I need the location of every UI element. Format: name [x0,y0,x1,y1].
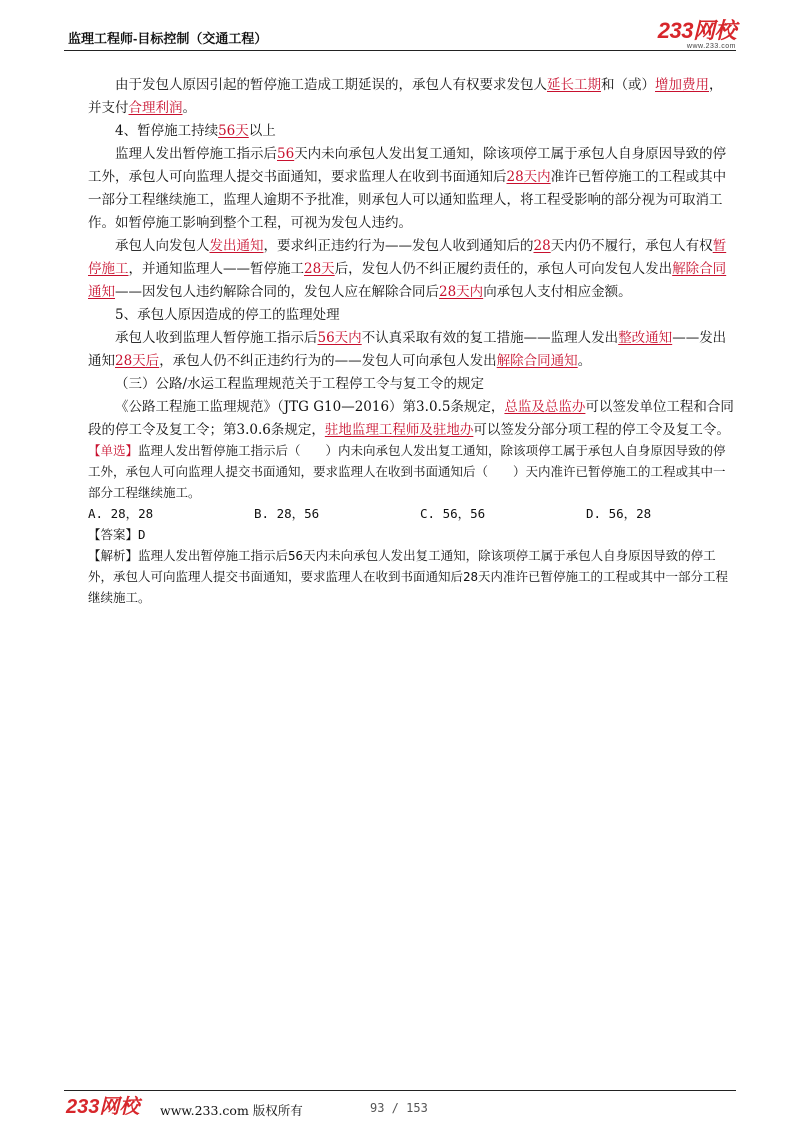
highlight-term: 28天内 [439,284,484,300]
highlight-term: 整改通知 [618,330,673,346]
quiz-question: 【单选】监理人发出暂停施工指示后（ ）内未向承包人发出复工通知，除该项停工属于承包人自身原因导致的停工外，承包人可向监理人提交书面通知，要求监理人在收到书面通知后（ ）天内准许已暂停施工的工程或其中一部分工程继续施工。 [88,443,726,500]
quiz-analysis: 【解析】监理人发出暂停施工指示后56天内未向承包人发出复工通知，除该项停工属于承包人自身原因导致的停工外，承包人可向监理人提交书面通知，要求监理人在收到书面通知后28天内准许已暂停施工的工程或其中一部分工程继续施工。 [88,548,729,605]
section-heading-5: 5、承包人原因造成的停工的监理处理 [115,307,340,323]
highlight-term: 合理利润 [128,100,183,116]
highlight-term: 解除合同通知 [88,261,727,300]
quiz-answer: 【答案】D [88,527,146,542]
highlight-term: 56 [277,146,295,162]
brand-logo-text: 233网校 [657,18,736,43]
quiz-options [88,503,734,524]
highlight-term: 28天 [304,261,335,277]
footer-logo: 233网校 [66,1096,140,1118]
brand-logo-url: www.233.com [686,43,736,50]
paragraph-56-days: 监理人发出暂停施工指示后56天内未向承包人发出复工通知，除该项停工属于承包人自身原因导致的停工外，承包人可向监理人提交书面通知，要求监理人在收到书面通知后28天内准许已暂停施工的工程或其中一部分工程继续施工，监理人逾期不予批准，则承包人可以通知监理人，将工程受影响的部分视为可取消工作。如暂停施工影响到整个工程，可视为发包人违约。 [88,146,727,231]
highlight-term: 解除合同通知 [496,353,578,369]
highlight-term: 驻地监理工程师及驻地办 [324,422,474,438]
highlight-term: 增加费用 [655,77,709,93]
highlight-term: 28 [533,238,551,254]
section-heading-4: 4、暂停施工持续56天以上 [115,123,276,139]
highlight-term: 总监及总监办 [504,399,586,415]
quiz-option-a: A. 28，28 [88,506,154,521]
quiz-option-c: C. 56，56 [420,506,486,521]
highlight-term: 28天后 [115,353,160,369]
quiz-tag: 【单选】 [88,443,139,458]
quiz-option-d: D. 56，28 [586,506,652,521]
paragraph-jtg-rules: 《公路工程施工监理规范》（JTG G10—2016）第3.0.5条规定，总监及总监办可以签发单位工程和合同段的停工令及复工令；第3.0.6条规定，驻地监理工程师及驻地办可以签发分部分项工程的停工令及复工令。 [88,399,734,438]
footer-copyright: www.233.com 版权所有 [160,1103,303,1118]
document-title: 监理工程师-目标控制（交通工程） [68,31,268,46]
highlight-term: 28天内 [506,169,551,185]
highlight-term: 发出通知 [209,238,264,254]
quiz-option-b: B. 28，56 [254,506,320,521]
paragraph-contractor-cause: 承包人收到监理人暂停施工指示后56天内不认真采取有效的复工措施——监理人发出整改通知——发出通知28天后，承包人仍不纠正违约行为的——发包人可向承包人发出解除合同通知。 [88,330,727,369]
quiz-block [88,440,734,608]
main-content [88,74,734,442]
highlight-term: 延长工期 [547,77,601,93]
paragraph-delay-rights: 由于发包人原因引起的暂停施工造成工期延误的，承包人有权要求发包人延长工期和（或）增加费用，并支付合理利润。 [88,77,723,116]
header-divider [64,50,736,51]
brand-logo [658,20,736,51]
footer-divider [64,1090,736,1091]
highlight-term: 暂停施工 [88,238,727,277]
section-heading-3: （三）公路/水运工程监理规范关于工程停工令与复工令的规定 [115,376,485,392]
highlight-term: 56天 [218,123,249,139]
highlight-term: 56天内 [317,330,362,346]
page-number: 93 / 153 [370,1101,428,1115]
paragraph-contractor-notice: 承包人向发包人发出通知，要求纠正违约行为——发包人收到通知后的28天内仍不履行，承包人有权暂停施工，并通知监理人——暂停施工28天后，发包人仍不纠正履约责任的，承包人可向发包人发出解除合同通知——因发包人违约解除合同的，发包人应在解除合同后28天内向承包人支付相应金额。 [88,238,727,300]
